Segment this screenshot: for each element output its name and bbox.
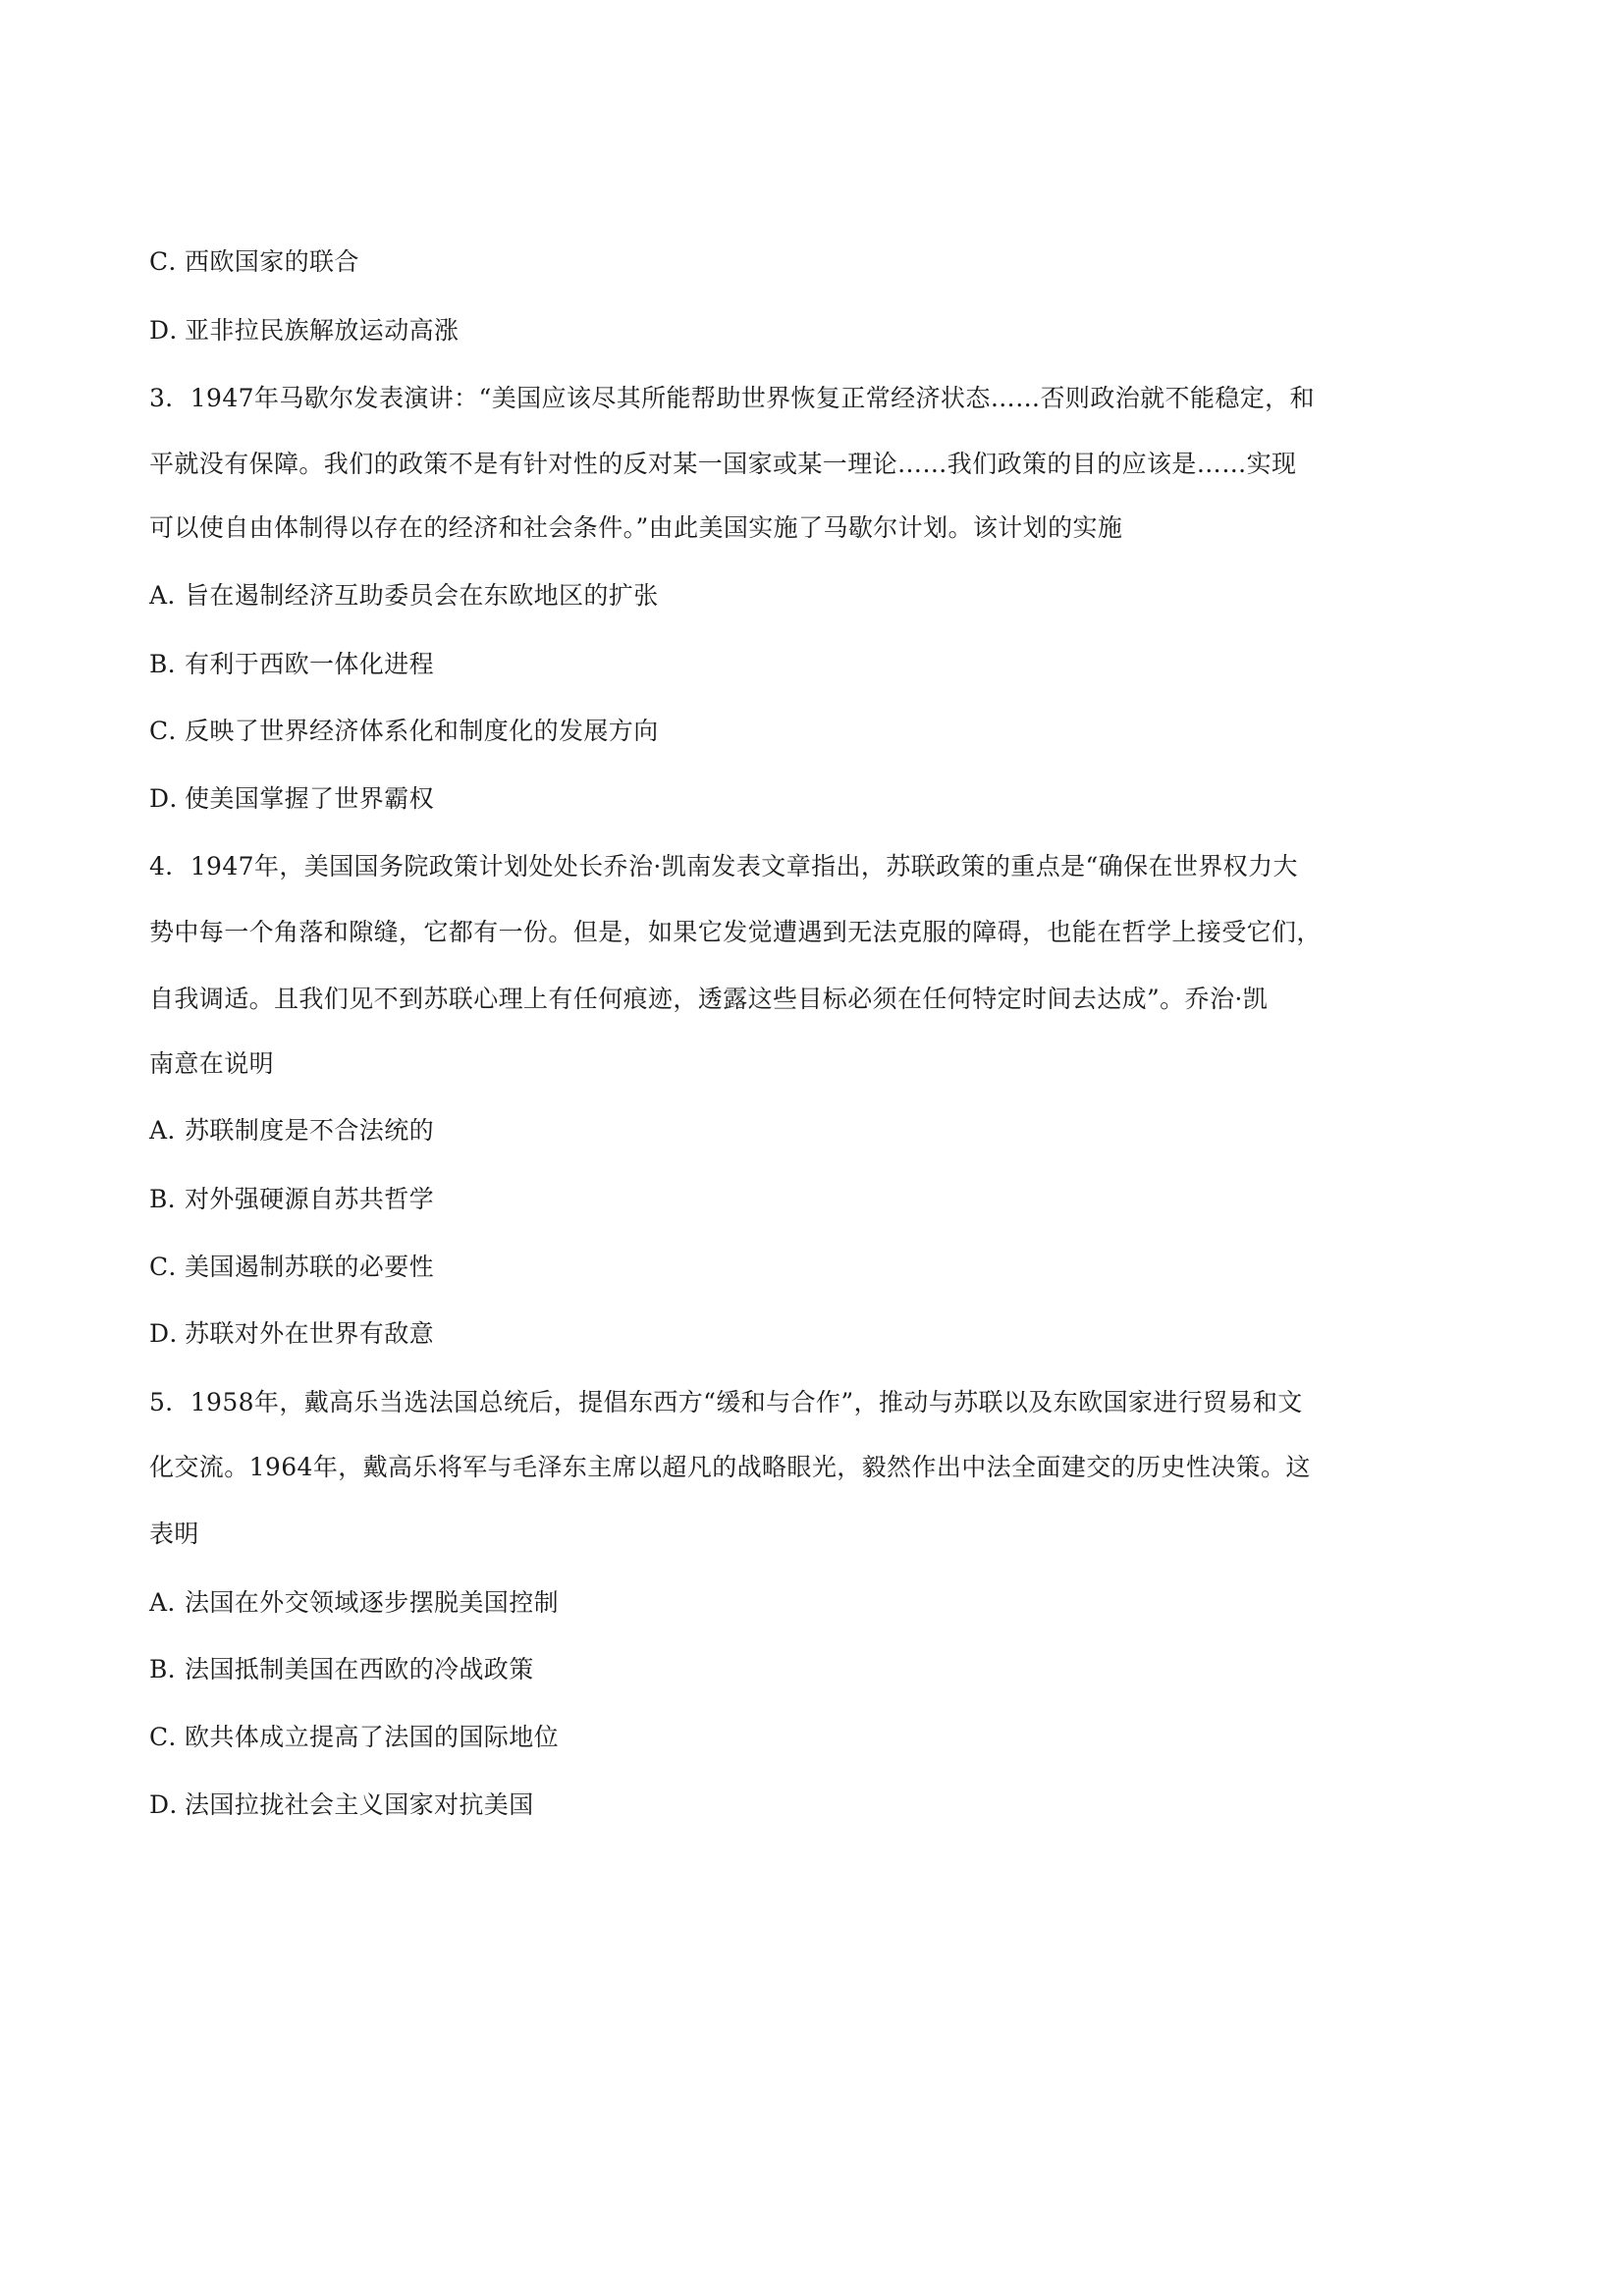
- option-letter: D．: [149, 1790, 194, 1819]
- option-letter: B．: [149, 650, 193, 678]
- option-letter: A．: [149, 1588, 192, 1617]
- option-text: 美国遏制苏联的必要性: [185, 1253, 435, 1281]
- option-text: 法国在外交领域逐步摆脱美国控制: [185, 1588, 560, 1617]
- question-number: 5．: [149, 1388, 190, 1416]
- question-5-option-d: [149, 1789, 1475, 1822]
- option-text: 反映了世界经济体系化和制度化的发展方向: [185, 717, 659, 745]
- option-c: [149, 245, 1475, 279]
- option-letter: A．: [149, 581, 192, 610]
- option-text: 法国抵制美国在西欧的冷战政策: [185, 1655, 534, 1683]
- question-3-option-d: [149, 782, 1475, 816]
- option-text: 使美国掌握了世界霸权: [185, 784, 435, 813]
- option-letter: D．: [149, 784, 194, 813]
- option-text: 欧共体成立提高了法国的国际地位: [185, 1723, 560, 1751]
- question-number: 4．: [149, 852, 190, 881]
- question-3-stem-line: 3．1947年马歇尔发表演讲：“美国应该尽其所能帮助世界恢复正常经济状态……否则政治就不能稳定，和: [149, 382, 1475, 415]
- question-5-option-b: [149, 1653, 1475, 1686]
- option-text: 亚非拉民族解放运动高涨: [185, 316, 460, 345]
- option-letter: D．: [149, 1319, 194, 1348]
- option-text: 旨在遏制经济互助委员会在东欧地区的扩张: [185, 581, 659, 610]
- option-text: 法国拉拢社会主义国家对抗美国: [185, 1790, 534, 1819]
- option-letter: D．: [149, 316, 194, 345]
- question-4-stem-line: 南意在说明: [149, 1049, 275, 1078]
- option-letter: B．: [149, 1655, 193, 1683]
- question-3-option-c: [149, 715, 1475, 748]
- option-letter: C．: [149, 1723, 193, 1751]
- question-4-stem-line: 势中每一个角落和隙缝，它都有一份。但是，如果它发觉遭遇到无法克服的障碍，也能在哲学上接受它们，: [149, 918, 1322, 946]
- option-d: [149, 314, 1475, 347]
- question-3-option-a: [149, 579, 1475, 613]
- option-text: 苏联制度是不合法统的: [185, 1116, 435, 1145]
- question-number: 3．: [149, 384, 190, 412]
- question-4-option-b: [149, 1183, 1475, 1216]
- option-letter: C．: [149, 247, 193, 276]
- question-5-stem-line: 表明: [149, 1520, 199, 1548]
- question-5-stem-line: 化交流。1964年，戴高乐将军与毛泽东主席以超凡的战略眼光，毅然作出中法全面建交的历史性决策。这: [149, 1453, 1311, 1481]
- option-letter: A．: [149, 1116, 192, 1145]
- question-4-option-d: [149, 1317, 1475, 1351]
- question-4-option-c: [149, 1251, 1475, 1284]
- option-letter: C．: [149, 1253, 193, 1281]
- option-letter: C．: [149, 717, 193, 745]
- question-5-option-a: [149, 1586, 1475, 1620]
- question-4-stem-line: 4．1947年，美国国务院政策计划处处长乔治·凯南发表文章指出，苏联政策的重点是“确保在世界权力大: [149, 850, 1475, 883]
- question-4-stem-line: 自我调适。且我们见不到苏联心理上有任何痕迹，透露这些目标必须在任何特定时间去达成”。乔治·凯: [149, 985, 1269, 1013]
- question-3-option-b: [149, 648, 1475, 681]
- option-text: 对外强硬源自苏共哲学: [185, 1185, 435, 1213]
- option-text: 苏联对外在世界有敌意: [185, 1319, 435, 1348]
- question-3-stem-line: 平就没有保障。我们的政策不是有针对性的反对某一国家或某一理论……我们政策的目的应该是……实现: [149, 450, 1297, 478]
- option-text: 西欧国家的联合: [185, 247, 359, 276]
- question-4-option-a: [149, 1114, 1475, 1148]
- question-5-option-c: [149, 1721, 1475, 1754]
- question-3-stem-line: 可以使自由体制得以存在的经济和社会条件。”由此美国实施了马歇尔计划。该计划的实施: [149, 513, 1123, 542]
- option-letter: B．: [149, 1185, 193, 1213]
- option-text: 有利于西欧一体化进程: [185, 650, 435, 678]
- question-5-stem-line: 5．1958年，戴高乐当选法国总统后，提倡东西方“缓和与合作”，推动与苏联以及东欧国家进行贸易和文: [149, 1386, 1475, 1419]
